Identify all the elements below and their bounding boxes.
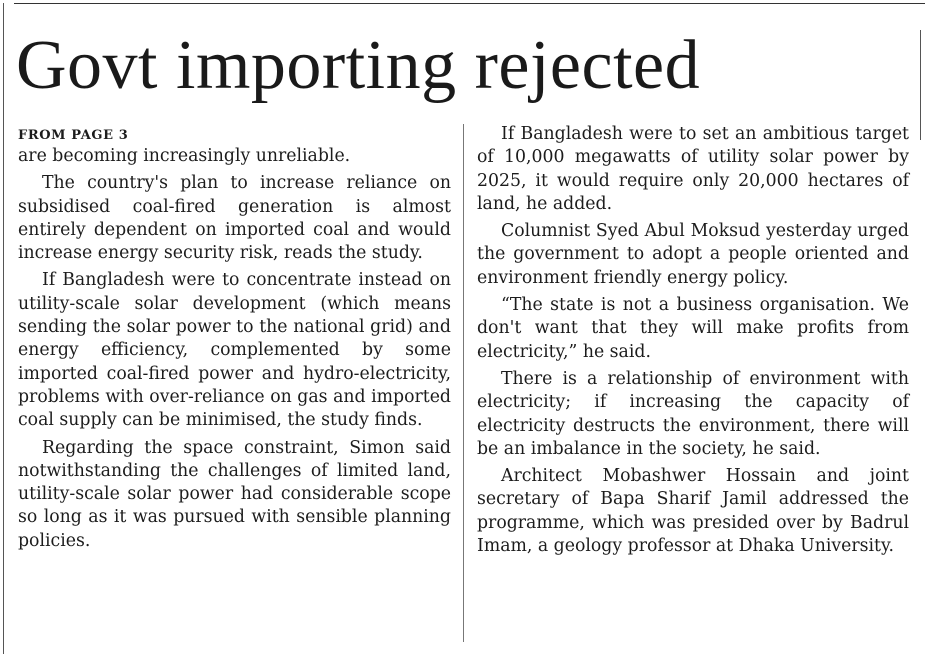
jump-label: FROM PAGE 3 — [18, 128, 129, 143]
paragraph: There is a relationship of environment with electricity; if increasing the capacity of electricity destructs the environment, there will be an imbalance in the society, he said. — [477, 368, 909, 459]
paragraph: The country's plan to increase reliance on subsidised coal-fired generation is almost entirely dependent on imported coal and would increase energy security risk, reads the study. — [18, 173, 451, 264]
paragraph: If Bangladesh were to set an ambitious target of 10,000 megawatts of utility solar power by 2025, it would require only 20,000 hectares of land, he added. — [477, 124, 909, 214]
paragraph: If Bangladesh were to concentrate instead on utility-scale solar development (which means sending the solar power to the national grid) and energy efficiency, complemented by some imported coal-fired power and hydro-electricity, problems with over-reliance on gas and imported coal supply can be minimised, the study finds. — [18, 270, 451, 431]
paragraph: Architect Mobashwer Hossain and joint secretary of Bapa Sharif Jamil addressed the programme, which was presided over by Badrul Imam, a geology professor at Dhaka University. — [477, 466, 909, 557]
column-divider — [463, 124, 464, 642]
right-column — [477, 123, 909, 558]
left-column — [18, 123, 451, 553]
paragraph: “The state is not a business organisation. We don't want that they will make profits from electricity,” he said. — [477, 295, 909, 362]
right-border-rule — [920, 30, 921, 140]
paragraph: Regarding the space constraint, Simon said notwithstanding the challenges of limited land, utility-scale solar power had considerable scope so long as it was pursued with sensible planning policies. — [18, 437, 451, 551]
headline: Govt importing rejected — [16, 27, 701, 104]
left-border-rule — [3, 3, 4, 654]
paragraph: Columnist Syed Abul Moksud yesterday urged the government to adopt a people oriented and environment friendly energy policy. — [477, 221, 909, 288]
paragraph: are becoming increasingly unreliable. — [18, 146, 351, 166]
top-border-rule — [14, 3, 925, 4]
